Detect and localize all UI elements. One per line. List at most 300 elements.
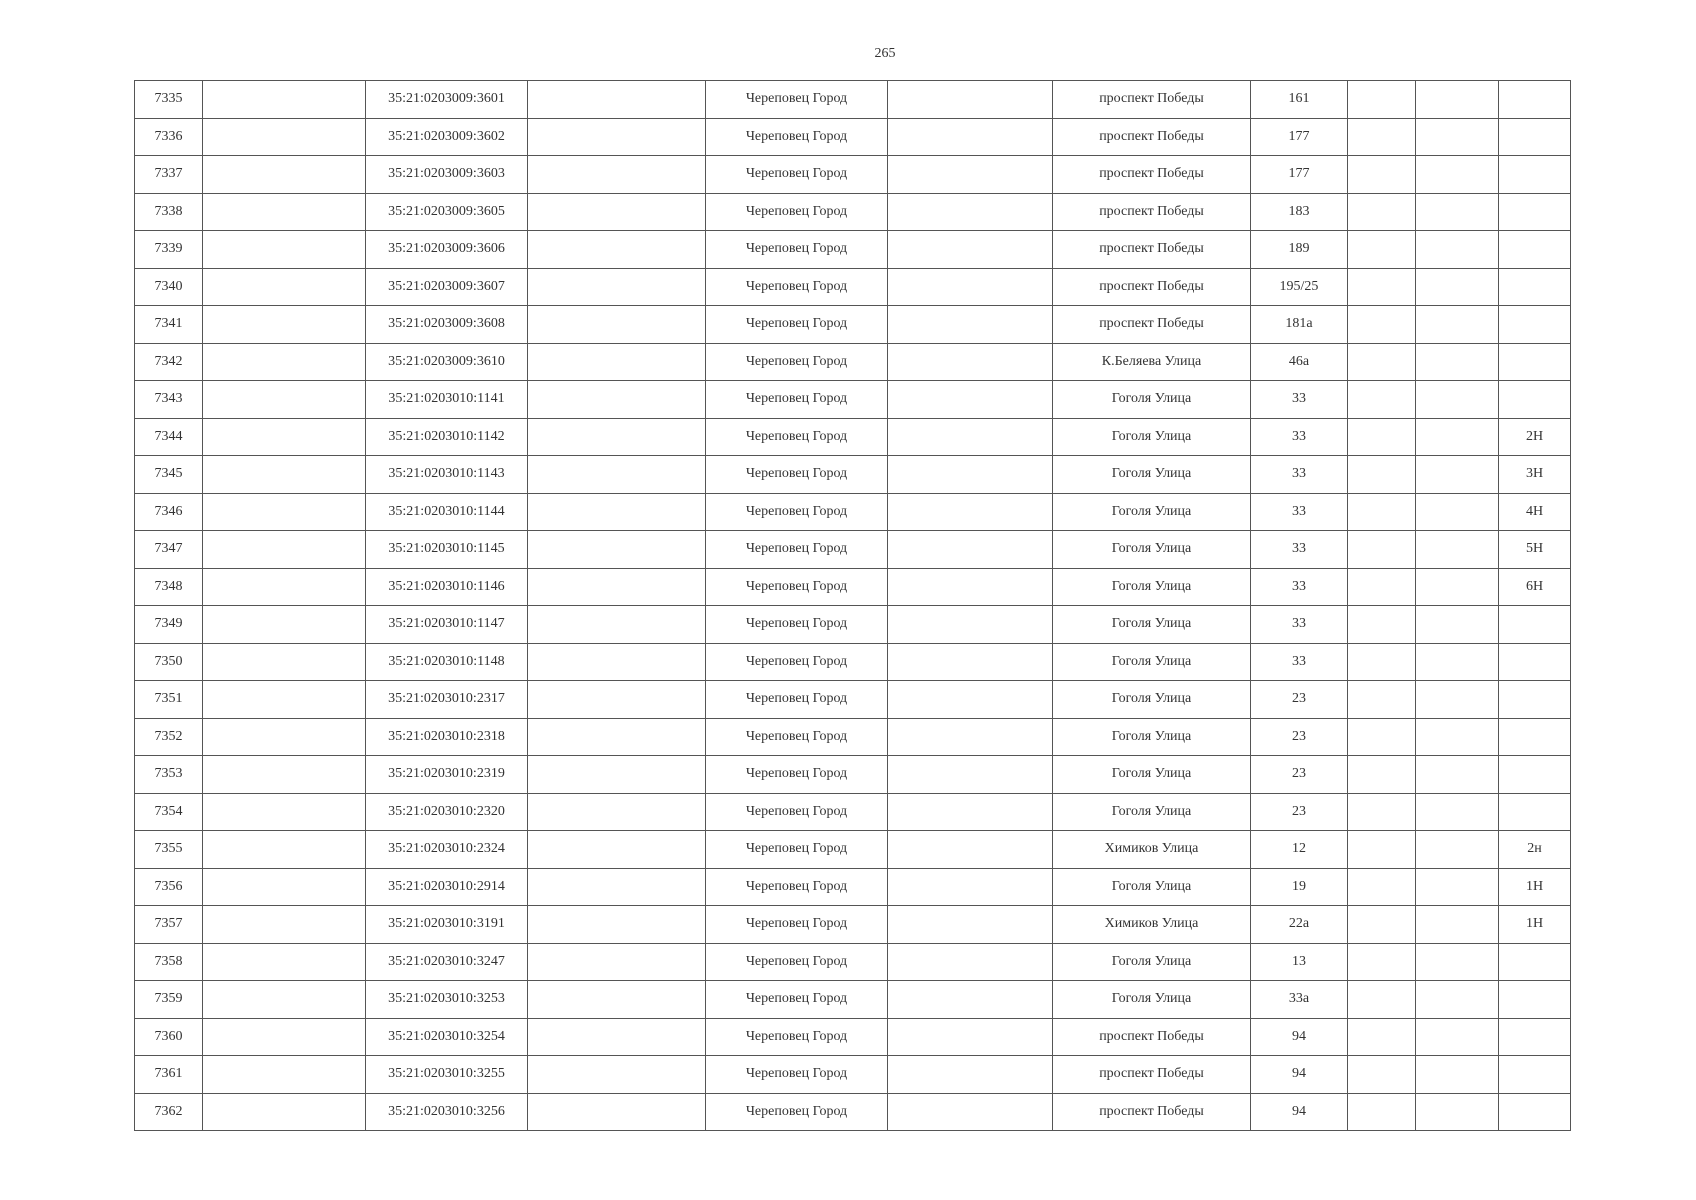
table-row xyxy=(135,1056,1571,1094)
row-number-cell: 7346 xyxy=(135,493,203,531)
blank-cell xyxy=(1416,1093,1499,1131)
blank-cell xyxy=(528,606,706,644)
settlement-cell: Череповец Город xyxy=(706,381,888,419)
blank-cell xyxy=(1416,156,1499,194)
blank-cell xyxy=(1348,1093,1416,1131)
table-row xyxy=(135,981,1571,1019)
blank-cell xyxy=(1416,756,1499,794)
cadastral-number-cell: 35:21:0203010:2319 xyxy=(366,756,528,794)
blank-cell xyxy=(1348,381,1416,419)
row-number-cell: 7345 xyxy=(135,456,203,494)
blank-cell xyxy=(528,456,706,494)
table-row xyxy=(135,606,1571,644)
house-number-cell: 13 xyxy=(1251,943,1348,981)
cadastral-number-cell: 35:21:0203009:3607 xyxy=(366,268,528,306)
street-cell: Химиков Улица xyxy=(1053,906,1251,944)
blank-cell xyxy=(1348,81,1416,119)
premises-cell xyxy=(1499,343,1571,381)
house-number-cell: 177 xyxy=(1251,118,1348,156)
house-number-cell: 94 xyxy=(1251,1056,1348,1094)
house-number-cell: 23 xyxy=(1251,681,1348,719)
blank-cell xyxy=(203,531,366,569)
premises-cell xyxy=(1499,156,1571,194)
house-number-cell: 19 xyxy=(1251,868,1348,906)
table-row xyxy=(135,156,1571,194)
house-number-cell: 33а xyxy=(1251,981,1348,1019)
blank-cell xyxy=(528,756,706,794)
settlement-cell: Череповец Город xyxy=(706,456,888,494)
row-number-cell: 7336 xyxy=(135,118,203,156)
blank-cell xyxy=(203,831,366,869)
premises-cell xyxy=(1499,381,1571,419)
blank-cell xyxy=(1416,231,1499,269)
street-cell: Гоголя Улица xyxy=(1053,531,1251,569)
blank-cell xyxy=(203,381,366,419)
blank-cell xyxy=(203,156,366,194)
table-row xyxy=(135,793,1571,831)
blank-cell xyxy=(1416,1056,1499,1094)
blank-cell xyxy=(528,568,706,606)
settlement-cell: Череповец Город xyxy=(706,231,888,269)
row-number-cell: 7349 xyxy=(135,606,203,644)
settlement-cell: Череповец Город xyxy=(706,343,888,381)
house-number-cell: 33 xyxy=(1251,381,1348,419)
settlement-cell: Череповец Город xyxy=(706,418,888,456)
blank-cell xyxy=(1348,306,1416,344)
table-row xyxy=(135,456,1571,494)
street-cell: проспект Победы xyxy=(1053,1093,1251,1131)
blank-cell xyxy=(528,306,706,344)
blank-cell xyxy=(528,268,706,306)
cadastral-number-cell: 35:21:0203010:3247 xyxy=(366,943,528,981)
street-cell: проспект Победы xyxy=(1053,1018,1251,1056)
blank-cell xyxy=(528,531,706,569)
blank-cell xyxy=(1416,531,1499,569)
blank-cell xyxy=(1416,306,1499,344)
cadastral-number-cell: 35:21:0203010:2317 xyxy=(366,681,528,719)
table-row xyxy=(135,868,1571,906)
blank-cell xyxy=(888,681,1053,719)
blank-cell xyxy=(888,156,1053,194)
blank-cell xyxy=(888,943,1053,981)
row-number-cell: 7359 xyxy=(135,981,203,1019)
premises-cell xyxy=(1499,231,1571,269)
blank-cell xyxy=(1348,268,1416,306)
settlement-cell: Череповец Город xyxy=(706,868,888,906)
cadastral-number-cell: 35:21:0203010:2318 xyxy=(366,718,528,756)
blank-cell xyxy=(528,493,706,531)
premises-cell xyxy=(1499,1093,1571,1131)
blank-cell xyxy=(203,343,366,381)
blank-cell xyxy=(203,606,366,644)
cadastral-number-cell: 35:21:0203010:1147 xyxy=(366,606,528,644)
blank-cell xyxy=(528,231,706,269)
house-number-cell: 23 xyxy=(1251,718,1348,756)
row-number-cell: 7335 xyxy=(135,81,203,119)
row-number-cell: 7356 xyxy=(135,868,203,906)
settlement-cell: Череповец Город xyxy=(706,156,888,194)
table-row xyxy=(135,381,1571,419)
settlement-cell: Череповец Город xyxy=(706,81,888,119)
premises-cell xyxy=(1499,606,1571,644)
settlement-cell: Череповец Город xyxy=(706,606,888,644)
row-number-cell: 7352 xyxy=(135,718,203,756)
blank-cell xyxy=(203,81,366,119)
blank-cell xyxy=(528,156,706,194)
table-row xyxy=(135,118,1571,156)
row-number-cell: 7362 xyxy=(135,1093,203,1131)
premises-cell xyxy=(1499,981,1571,1019)
blank-cell xyxy=(888,1093,1053,1131)
blank-cell xyxy=(203,568,366,606)
blank-cell xyxy=(888,381,1053,419)
blank-cell xyxy=(1416,118,1499,156)
row-number-cell: 7354 xyxy=(135,793,203,831)
property-register-table xyxy=(134,80,1571,1131)
table-row xyxy=(135,493,1571,531)
cadastral-number-cell: 35:21:0203010:1146 xyxy=(366,568,528,606)
street-cell: Гоголя Улица xyxy=(1053,681,1251,719)
blank-cell xyxy=(1348,943,1416,981)
table-row xyxy=(135,756,1571,794)
blank-cell xyxy=(203,681,366,719)
table-row xyxy=(135,306,1571,344)
row-number-cell: 7343 xyxy=(135,381,203,419)
street-cell: проспект Победы xyxy=(1053,156,1251,194)
blank-cell xyxy=(888,456,1053,494)
blank-cell xyxy=(888,231,1053,269)
premises-cell xyxy=(1499,193,1571,231)
row-number-cell: 7357 xyxy=(135,906,203,944)
table-row xyxy=(135,343,1571,381)
settlement-cell: Череповец Город xyxy=(706,118,888,156)
table-row xyxy=(135,568,1571,606)
page-number: 265 xyxy=(874,46,896,61)
premises-cell: 6Н xyxy=(1499,568,1571,606)
row-number-cell: 7348 xyxy=(135,568,203,606)
blank-cell xyxy=(1348,418,1416,456)
premises-cell xyxy=(1499,118,1571,156)
blank-cell xyxy=(888,81,1053,119)
blank-cell xyxy=(1348,231,1416,269)
settlement-cell: Череповец Город xyxy=(706,268,888,306)
blank-cell xyxy=(1416,193,1499,231)
blank-cell xyxy=(1416,943,1499,981)
row-number-cell: 7338 xyxy=(135,193,203,231)
blank-cell xyxy=(1416,831,1499,869)
blank-cell xyxy=(1348,456,1416,494)
blank-cell xyxy=(528,793,706,831)
table-row xyxy=(135,1093,1571,1131)
blank-cell xyxy=(888,756,1053,794)
row-number-cell: 7340 xyxy=(135,268,203,306)
row-number-cell: 7358 xyxy=(135,943,203,981)
blank-cell xyxy=(1348,118,1416,156)
blank-cell xyxy=(203,268,366,306)
settlement-cell: Череповец Город xyxy=(706,981,888,1019)
cadastral-number-cell: 35:21:0203010:1148 xyxy=(366,643,528,681)
house-number-cell: 181а xyxy=(1251,306,1348,344)
cadastral-number-cell: 35:21:0203010:1144 xyxy=(366,493,528,531)
blank-cell xyxy=(203,456,366,494)
blank-cell xyxy=(528,718,706,756)
street-cell: Гоголя Улица xyxy=(1053,456,1251,494)
table-row xyxy=(135,418,1571,456)
blank-cell xyxy=(1348,906,1416,944)
blank-cell xyxy=(1348,493,1416,531)
street-cell: Гоголя Улица xyxy=(1053,943,1251,981)
premises-cell xyxy=(1499,1018,1571,1056)
table-row xyxy=(135,718,1571,756)
table-body xyxy=(135,81,1571,1131)
row-number-cell: 7347 xyxy=(135,531,203,569)
blank-cell xyxy=(888,793,1053,831)
cadastral-number-cell: 35:21:0203010:3253 xyxy=(366,981,528,1019)
settlement-cell: Череповец Город xyxy=(706,756,888,794)
blank-cell xyxy=(203,1093,366,1131)
house-number-cell: 33 xyxy=(1251,568,1348,606)
blank-cell xyxy=(888,568,1053,606)
blank-cell xyxy=(203,793,366,831)
settlement-cell: Череповец Город xyxy=(706,681,888,719)
house-number-cell: 33 xyxy=(1251,493,1348,531)
premises-cell xyxy=(1499,81,1571,119)
blank-cell xyxy=(203,193,366,231)
row-number-cell: 7341 xyxy=(135,306,203,344)
table-row xyxy=(135,268,1571,306)
table-row xyxy=(135,943,1571,981)
street-cell: проспект Победы xyxy=(1053,306,1251,344)
blank-cell xyxy=(888,1056,1053,1094)
street-cell: проспект Победы xyxy=(1053,81,1251,119)
blank-cell xyxy=(1416,793,1499,831)
blank-cell xyxy=(1348,568,1416,606)
settlement-cell: Череповец Город xyxy=(706,493,888,531)
blank-cell xyxy=(203,718,366,756)
blank-cell xyxy=(1416,456,1499,494)
street-cell: Гоголя Улица xyxy=(1053,718,1251,756)
street-cell: проспект Победы xyxy=(1053,118,1251,156)
cadastral-number-cell: 35:21:0203009:3606 xyxy=(366,231,528,269)
blank-cell xyxy=(1416,981,1499,1019)
cadastral-number-cell: 35:21:0203010:2320 xyxy=(366,793,528,831)
cadastral-number-cell: 35:21:0203010:1142 xyxy=(366,418,528,456)
settlement-cell: Череповец Город xyxy=(706,718,888,756)
blank-cell xyxy=(888,268,1053,306)
blank-cell xyxy=(203,1018,366,1056)
blank-cell xyxy=(888,1018,1053,1056)
blank-cell xyxy=(1416,1018,1499,1056)
blank-cell xyxy=(1348,606,1416,644)
settlement-cell: Череповец Город xyxy=(706,793,888,831)
settlement-cell: Череповец Город xyxy=(706,193,888,231)
blank-cell xyxy=(203,756,366,794)
house-number-cell: 33 xyxy=(1251,531,1348,569)
cadastral-number-cell: 35:21:0203009:3608 xyxy=(366,306,528,344)
blank-cell xyxy=(1348,718,1416,756)
house-number-cell: 33 xyxy=(1251,606,1348,644)
blank-cell xyxy=(528,1056,706,1094)
settlement-cell: Череповец Город xyxy=(706,306,888,344)
premises-cell: 4Н xyxy=(1499,493,1571,531)
premises-cell xyxy=(1499,306,1571,344)
blank-cell xyxy=(1348,831,1416,869)
house-number-cell: 94 xyxy=(1251,1093,1348,1131)
cadastral-number-cell: 35:21:0203010:1141 xyxy=(366,381,528,419)
blank-cell xyxy=(888,606,1053,644)
blank-cell xyxy=(1348,643,1416,681)
house-number-cell: 161 xyxy=(1251,81,1348,119)
row-number-cell: 7360 xyxy=(135,1018,203,1056)
row-number-cell: 7337 xyxy=(135,156,203,194)
row-number-cell: 7344 xyxy=(135,418,203,456)
premises-cell: 1Н xyxy=(1499,868,1571,906)
blank-cell xyxy=(528,906,706,944)
cadastral-number-cell: 35:21:0203010:3256 xyxy=(366,1093,528,1131)
blank-cell xyxy=(1416,343,1499,381)
street-cell: Гоголя Улица xyxy=(1053,568,1251,606)
blank-cell xyxy=(528,418,706,456)
house-number-cell: 183 xyxy=(1251,193,1348,231)
street-cell: Гоголя Улица xyxy=(1053,418,1251,456)
premises-cell: 2Н xyxy=(1499,418,1571,456)
blank-cell xyxy=(888,418,1053,456)
blank-cell xyxy=(203,306,366,344)
blank-cell xyxy=(528,1018,706,1056)
table-row xyxy=(135,531,1571,569)
blank-cell xyxy=(1416,906,1499,944)
house-number-cell: 195/25 xyxy=(1251,268,1348,306)
blank-cell xyxy=(888,906,1053,944)
premises-cell: 3Н xyxy=(1499,456,1571,494)
blank-cell xyxy=(528,681,706,719)
blank-cell xyxy=(888,718,1053,756)
cadastral-number-cell: 35:21:0203009:3603 xyxy=(366,156,528,194)
house-number-cell: 23 xyxy=(1251,793,1348,831)
blank-cell xyxy=(888,193,1053,231)
blank-cell xyxy=(888,118,1053,156)
table-row xyxy=(135,231,1571,269)
row-number-cell: 7350 xyxy=(135,643,203,681)
blank-cell xyxy=(528,193,706,231)
blank-cell xyxy=(1348,981,1416,1019)
blank-cell xyxy=(203,418,366,456)
premises-cell xyxy=(1499,268,1571,306)
row-number-cell: 7351 xyxy=(135,681,203,719)
blank-cell xyxy=(203,943,366,981)
blank-cell xyxy=(528,81,706,119)
blank-cell xyxy=(528,943,706,981)
blank-cell xyxy=(1416,718,1499,756)
cadastral-number-cell: 35:21:0203010:1143 xyxy=(366,456,528,494)
house-number-cell: 12 xyxy=(1251,831,1348,869)
street-cell: проспект Победы xyxy=(1053,1056,1251,1094)
blank-cell xyxy=(1348,1056,1416,1094)
blank-cell xyxy=(203,118,366,156)
blank-cell xyxy=(1416,418,1499,456)
street-cell: Гоголя Улица xyxy=(1053,793,1251,831)
row-number-cell: 7342 xyxy=(135,343,203,381)
house-number-cell: 23 xyxy=(1251,756,1348,794)
blank-cell xyxy=(1348,1018,1416,1056)
house-number-cell: 33 xyxy=(1251,456,1348,494)
blank-cell xyxy=(528,343,706,381)
premises-cell xyxy=(1499,718,1571,756)
settlement-cell: Череповец Город xyxy=(706,831,888,869)
blank-cell xyxy=(1348,343,1416,381)
blank-cell xyxy=(1416,268,1499,306)
street-cell: Гоголя Улица xyxy=(1053,381,1251,419)
street-cell: проспект Победы xyxy=(1053,268,1251,306)
settlement-cell: Череповец Город xyxy=(706,643,888,681)
row-number-cell: 7361 xyxy=(135,1056,203,1094)
blank-cell xyxy=(203,231,366,269)
blank-cell xyxy=(1348,681,1416,719)
premises-cell xyxy=(1499,793,1571,831)
house-number-cell: 94 xyxy=(1251,1018,1348,1056)
blank-cell xyxy=(1416,868,1499,906)
blank-cell xyxy=(888,343,1053,381)
blank-cell xyxy=(888,493,1053,531)
street-cell: Гоголя Улица xyxy=(1053,493,1251,531)
blank-cell xyxy=(203,1056,366,1094)
blank-cell xyxy=(1416,493,1499,531)
settlement-cell: Череповец Город xyxy=(706,1056,888,1094)
blank-cell xyxy=(1416,643,1499,681)
blank-cell xyxy=(528,381,706,419)
settlement-cell: Череповец Город xyxy=(706,1018,888,1056)
blank-cell xyxy=(1348,793,1416,831)
blank-cell xyxy=(888,831,1053,869)
street-cell: К.Беляева Улица xyxy=(1053,343,1251,381)
premises-cell: 5Н xyxy=(1499,531,1571,569)
row-number-cell: 7353 xyxy=(135,756,203,794)
blank-cell xyxy=(1348,531,1416,569)
blank-cell xyxy=(528,831,706,869)
row-number-cell: 7355 xyxy=(135,831,203,869)
blank-cell xyxy=(888,981,1053,1019)
blank-cell xyxy=(203,906,366,944)
cadastral-number-cell: 35:21:0203010:2914 xyxy=(366,868,528,906)
blank-cell xyxy=(528,868,706,906)
premises-cell: 1Н xyxy=(1499,906,1571,944)
blank-cell xyxy=(1348,756,1416,794)
premises-cell xyxy=(1499,643,1571,681)
street-cell: Гоголя Улица xyxy=(1053,643,1251,681)
blank-cell xyxy=(528,118,706,156)
blank-cell xyxy=(1416,381,1499,419)
street-cell: Гоголя Улица xyxy=(1053,606,1251,644)
settlement-cell: Череповец Город xyxy=(706,1093,888,1131)
table-row xyxy=(135,681,1571,719)
cadastral-number-cell: 35:21:0203009:3602 xyxy=(366,118,528,156)
cadastral-number-cell: 35:21:0203010:1145 xyxy=(366,531,528,569)
premises-cell xyxy=(1499,756,1571,794)
table-row xyxy=(135,906,1571,944)
cadastral-number-cell: 35:21:0203009:3610 xyxy=(366,343,528,381)
cadastral-number-cell: 35:21:0203009:3601 xyxy=(366,81,528,119)
table-row xyxy=(135,1018,1571,1056)
blank-cell xyxy=(1416,568,1499,606)
blank-cell xyxy=(1416,681,1499,719)
street-cell: Химиков Улица xyxy=(1053,831,1251,869)
house-number-cell: 33 xyxy=(1251,643,1348,681)
house-number-cell: 177 xyxy=(1251,156,1348,194)
street-cell: Гоголя Улица xyxy=(1053,868,1251,906)
table-row xyxy=(135,643,1571,681)
blank-cell xyxy=(888,868,1053,906)
blank-cell xyxy=(203,981,366,1019)
